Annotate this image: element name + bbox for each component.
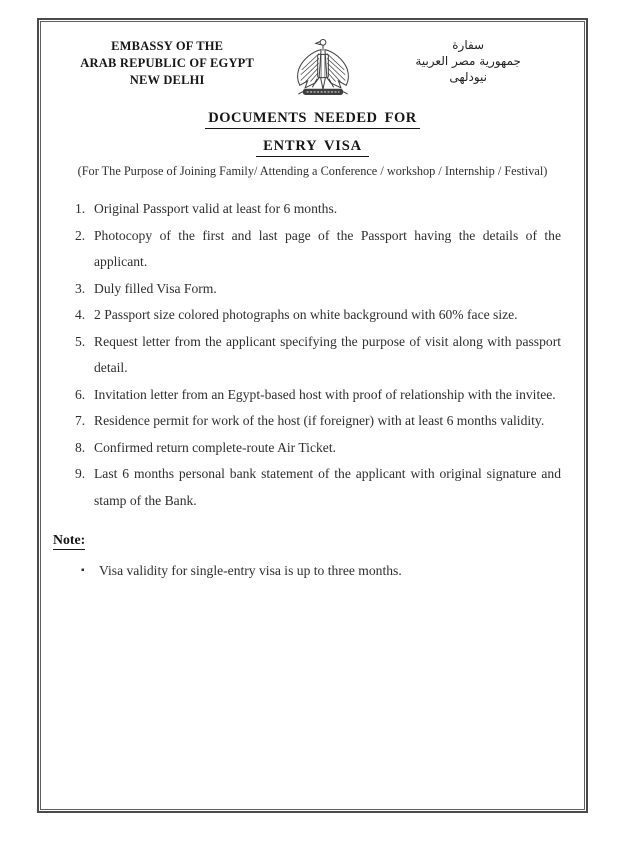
item-number: 8. xyxy=(75,439,86,455)
embassy-line-arabic: جمهورية مصر العربية xyxy=(415,54,521,68)
embassy-line: NEW DELHI xyxy=(129,73,205,87)
item-text: Duly filled Visa Form. xyxy=(94,280,217,296)
document-subtitle-text: ENTRY VISA xyxy=(256,138,369,157)
item-number: 3. xyxy=(75,280,86,296)
requirement-item xyxy=(75,461,561,514)
requirements-list xyxy=(53,196,572,514)
embassy-name-english xyxy=(53,34,281,89)
embassy-line: ARAB REPUBLIC OF EGYPT xyxy=(80,56,255,70)
item-number: 1. xyxy=(75,201,86,216)
embassy-line-arabic: نيودلهى xyxy=(449,70,488,84)
note-heading-text: Note: xyxy=(53,532,85,550)
item-text: Request letter from the applicant specifying the purpose of visit along with passport detail. xyxy=(94,333,561,375)
document-title xyxy=(53,109,572,129)
item-number: 7. xyxy=(75,413,86,428)
square-bullet-icon: ▪ xyxy=(81,565,85,576)
note-item xyxy=(53,558,572,584)
item-number: 6. xyxy=(75,386,86,402)
document-title-text: DOCUMENTS NEEDED FOR xyxy=(205,110,420,129)
requirement-item xyxy=(75,276,561,303)
item-text: Last 6 months personal bank statement of the applicant with original signature and stamp of the Bank. xyxy=(94,466,561,508)
embassy-name-arabic xyxy=(364,34,572,85)
item-text: Photocopy of the first and last page of the Passport having the details of the applicant. xyxy=(94,227,561,269)
note-heading xyxy=(53,531,572,550)
egypt-coat-of-arms-icon xyxy=(281,34,364,98)
requirement-item xyxy=(75,382,561,409)
requirement-item xyxy=(75,408,561,435)
item-number: 4. xyxy=(75,307,86,322)
purpose-line: (For The Purpose of Joining Family/ Attending a Conference / workshop / Internship / Festival) xyxy=(77,164,548,178)
item-text: Confirmed return complete-route Air Ticket. xyxy=(94,439,336,455)
embassy-line-arabic: سفارة xyxy=(452,38,485,52)
item-text: 2 Passport size colored photographs on white background with 60% face size. xyxy=(94,307,518,322)
letterhead xyxy=(53,34,572,100)
item-number: 9. xyxy=(75,466,86,481)
requirement-item xyxy=(75,196,561,223)
document-page xyxy=(40,21,585,810)
embassy-line: EMBASSY OF THE xyxy=(111,39,224,53)
note-item-text: Visa validity for single-entry visa is up to three months. xyxy=(99,563,402,578)
note-section xyxy=(53,531,572,584)
requirement-item xyxy=(75,223,561,276)
document-subtitle-visa xyxy=(53,137,572,157)
page-border xyxy=(37,18,588,813)
item-text: Original Passport valid at least for 6 months. xyxy=(94,201,338,216)
item-number: 5. xyxy=(75,333,86,349)
requirement-item xyxy=(75,435,561,462)
requirement-item xyxy=(75,302,561,329)
item-text: Invitation letter from an Egypt-based host with proof of relationship with the invitee. xyxy=(94,386,556,402)
item-number: 2. xyxy=(75,227,86,243)
requirement-item xyxy=(75,329,561,382)
item-text: Residence permit for work of the host (if foreigner) with at least 6 months validity. xyxy=(94,413,545,428)
